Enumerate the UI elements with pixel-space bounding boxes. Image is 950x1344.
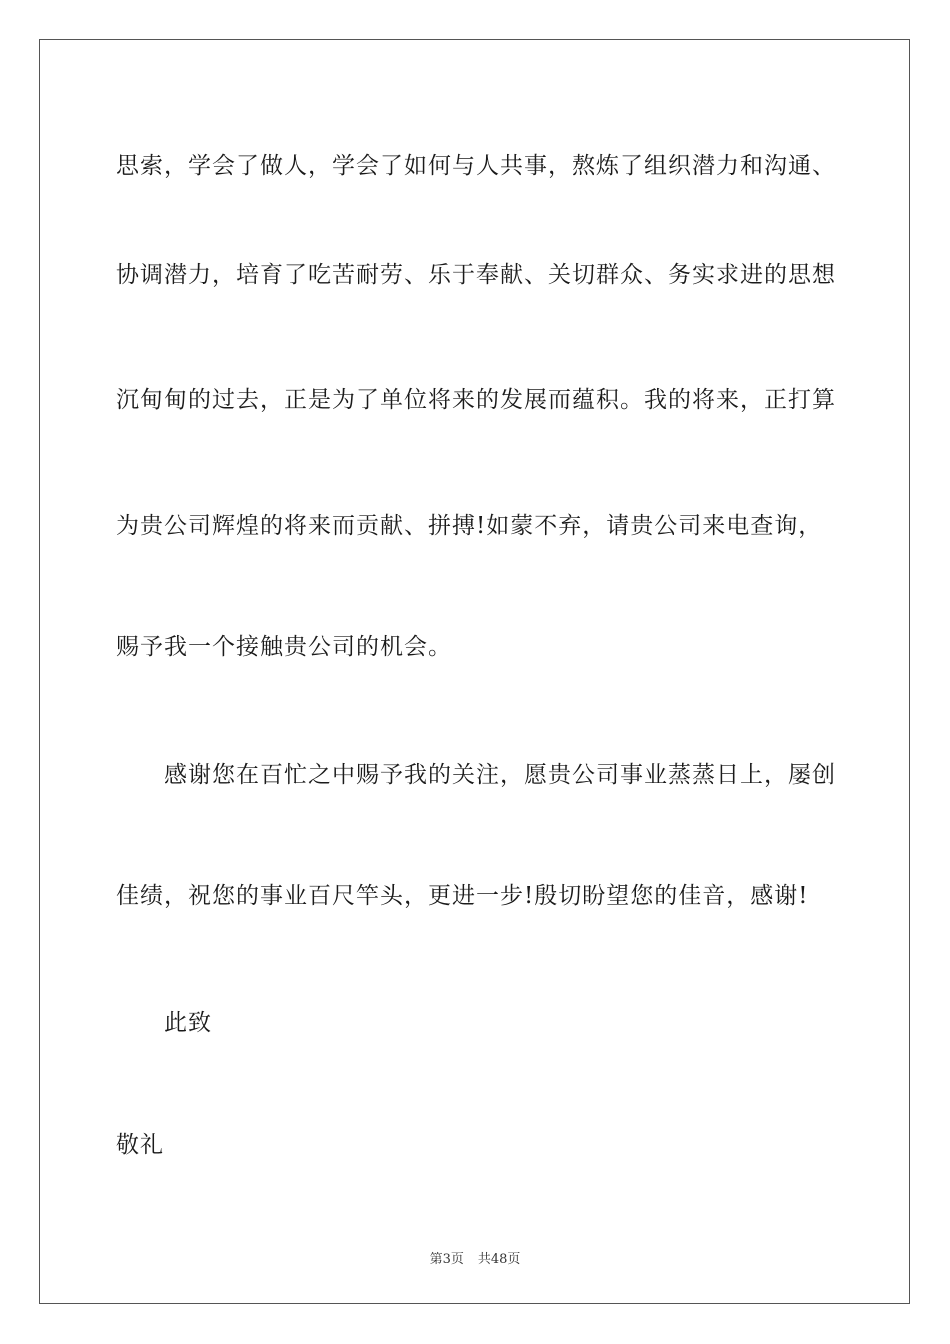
text-line-1: 思索，学会了做人，学会了如何与人共事，熬炼了组织潜力和沟通、: [116, 153, 836, 179]
closing-regards: 敬礼: [116, 1132, 164, 1158]
page-footer: [0, 1248, 950, 1267]
closing-salutation: 此致: [164, 1010, 212, 1036]
page-number: 第3页: [429, 1252, 464, 1267]
text-line-2: 协调潜力，培育了吃苦耐劳、乐于奉献、关切群众、务实求进的思想: [116, 262, 836, 288]
total-pages: 共48页: [477, 1252, 521, 1267]
text-line-4: 为贵公司辉煌的将来而贡献、拼搏!如蒙不弃，请贵公司来电查询，: [116, 513, 823, 539]
text-line-5: 赐予我一个接触贵公司的机会。: [116, 634, 452, 660]
text-line-3: 沉甸甸的过去，正是为了单位将来的发展而蕴积。我的将来，正打算: [116, 387, 836, 413]
paragraph-start-line: 感谢您在百忙之中赐予我的关注，愿贵公司事业蒸蒸日上，屡创: [164, 762, 836, 788]
text-line-7: 佳绩，祝您的事业百尺竿头，更进一步!殷切盼望您的佳音，感谢!: [116, 883, 809, 909]
page-border: [39, 39, 910, 1304]
